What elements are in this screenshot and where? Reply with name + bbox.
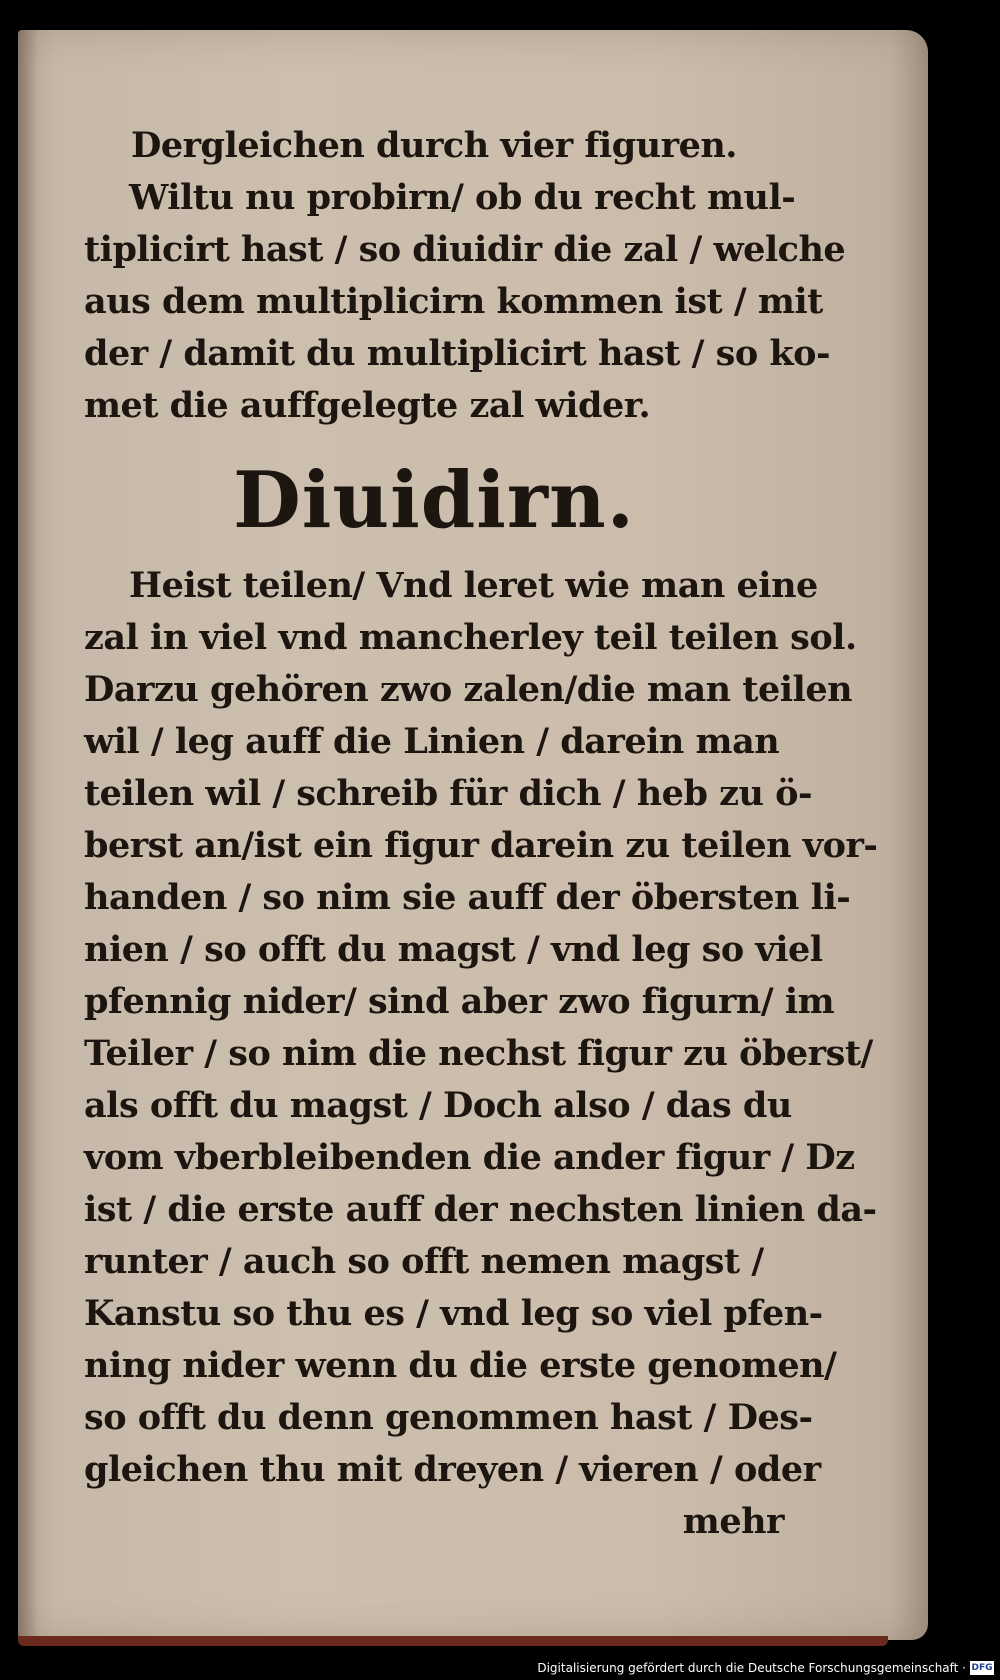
catchword: mehr [682,1501,784,1542]
text-line: nien / so offt du magst / vnd leg so viel [84,929,823,970]
page-gutter-shadow [18,30,38,1640]
text-line: als offt du magst / Doch also / das du [84,1085,792,1126]
text-line: gleichen thu mit dreyen / vieren / oder [84,1449,821,1490]
text-line: so offt du denn genommen hast / Des- [84,1397,813,1438]
text-line: ist / die erste auff der nechsten linien da- [84,1189,877,1230]
dfg-logo-icon: DFG [971,1663,993,1673]
text-line: Heist teilen/ Vnd leret wie man eine [129,565,818,606]
text-line: zal in viel vnd mancherley teil teilen sol. [84,617,857,658]
text-line: Dergleichen durch vier figuren. [131,125,737,166]
text-line: ning nider wenn du die erste genomen/ [84,1345,837,1386]
text-line: Wiltu nu probirn/ ob du recht mul- [129,177,796,218]
text-line: Kanstu so thu es / vnd leg so viel pfen- [84,1293,823,1334]
text-line: handen / so nim sie auff der öbersten li- [84,877,851,918]
text-line: wil / leg auff die Linien / darein man [84,721,780,762]
text-line: met die auffgelegte zal wider. [84,385,651,426]
text-line: der / damit du multiplicirt hast / so ko- [84,333,830,374]
text-line: berst an/ist ein figur darein zu teilen vor- [84,825,878,866]
text-line: runter / auch so offt nemen magst / [84,1241,764,1282]
text-line: Darzu gehören zwo zalen/die man teilen [84,669,853,710]
text-line: vom vberbleibenden die ander figur / Dz [84,1137,855,1178]
text-line: pfennig nider/ sind aber zwo figurn/ im [84,981,835,1022]
text-line: aus dem multiplicirn kommen ist / mit [84,281,823,322]
section-title: Diuidirn. [233,455,635,546]
book-page [18,30,928,1640]
text-line: teilen wil / schreib für dich / heb zu ö- [84,773,812,814]
digitization-credit: Digitalisierung gefördert durch die Deutsche Forschungsgemeinschaft · [537,1661,966,1675]
text-line: Teiler / so nim die nechst figur zu öberst/ [84,1033,873,1074]
footer-bar [0,1654,1000,1680]
page-text-block [84,120,878,1548]
text-line: tiplicirt hast / so diuidir die zal / welche [84,229,846,270]
book-cover-edge [18,1636,888,1646]
